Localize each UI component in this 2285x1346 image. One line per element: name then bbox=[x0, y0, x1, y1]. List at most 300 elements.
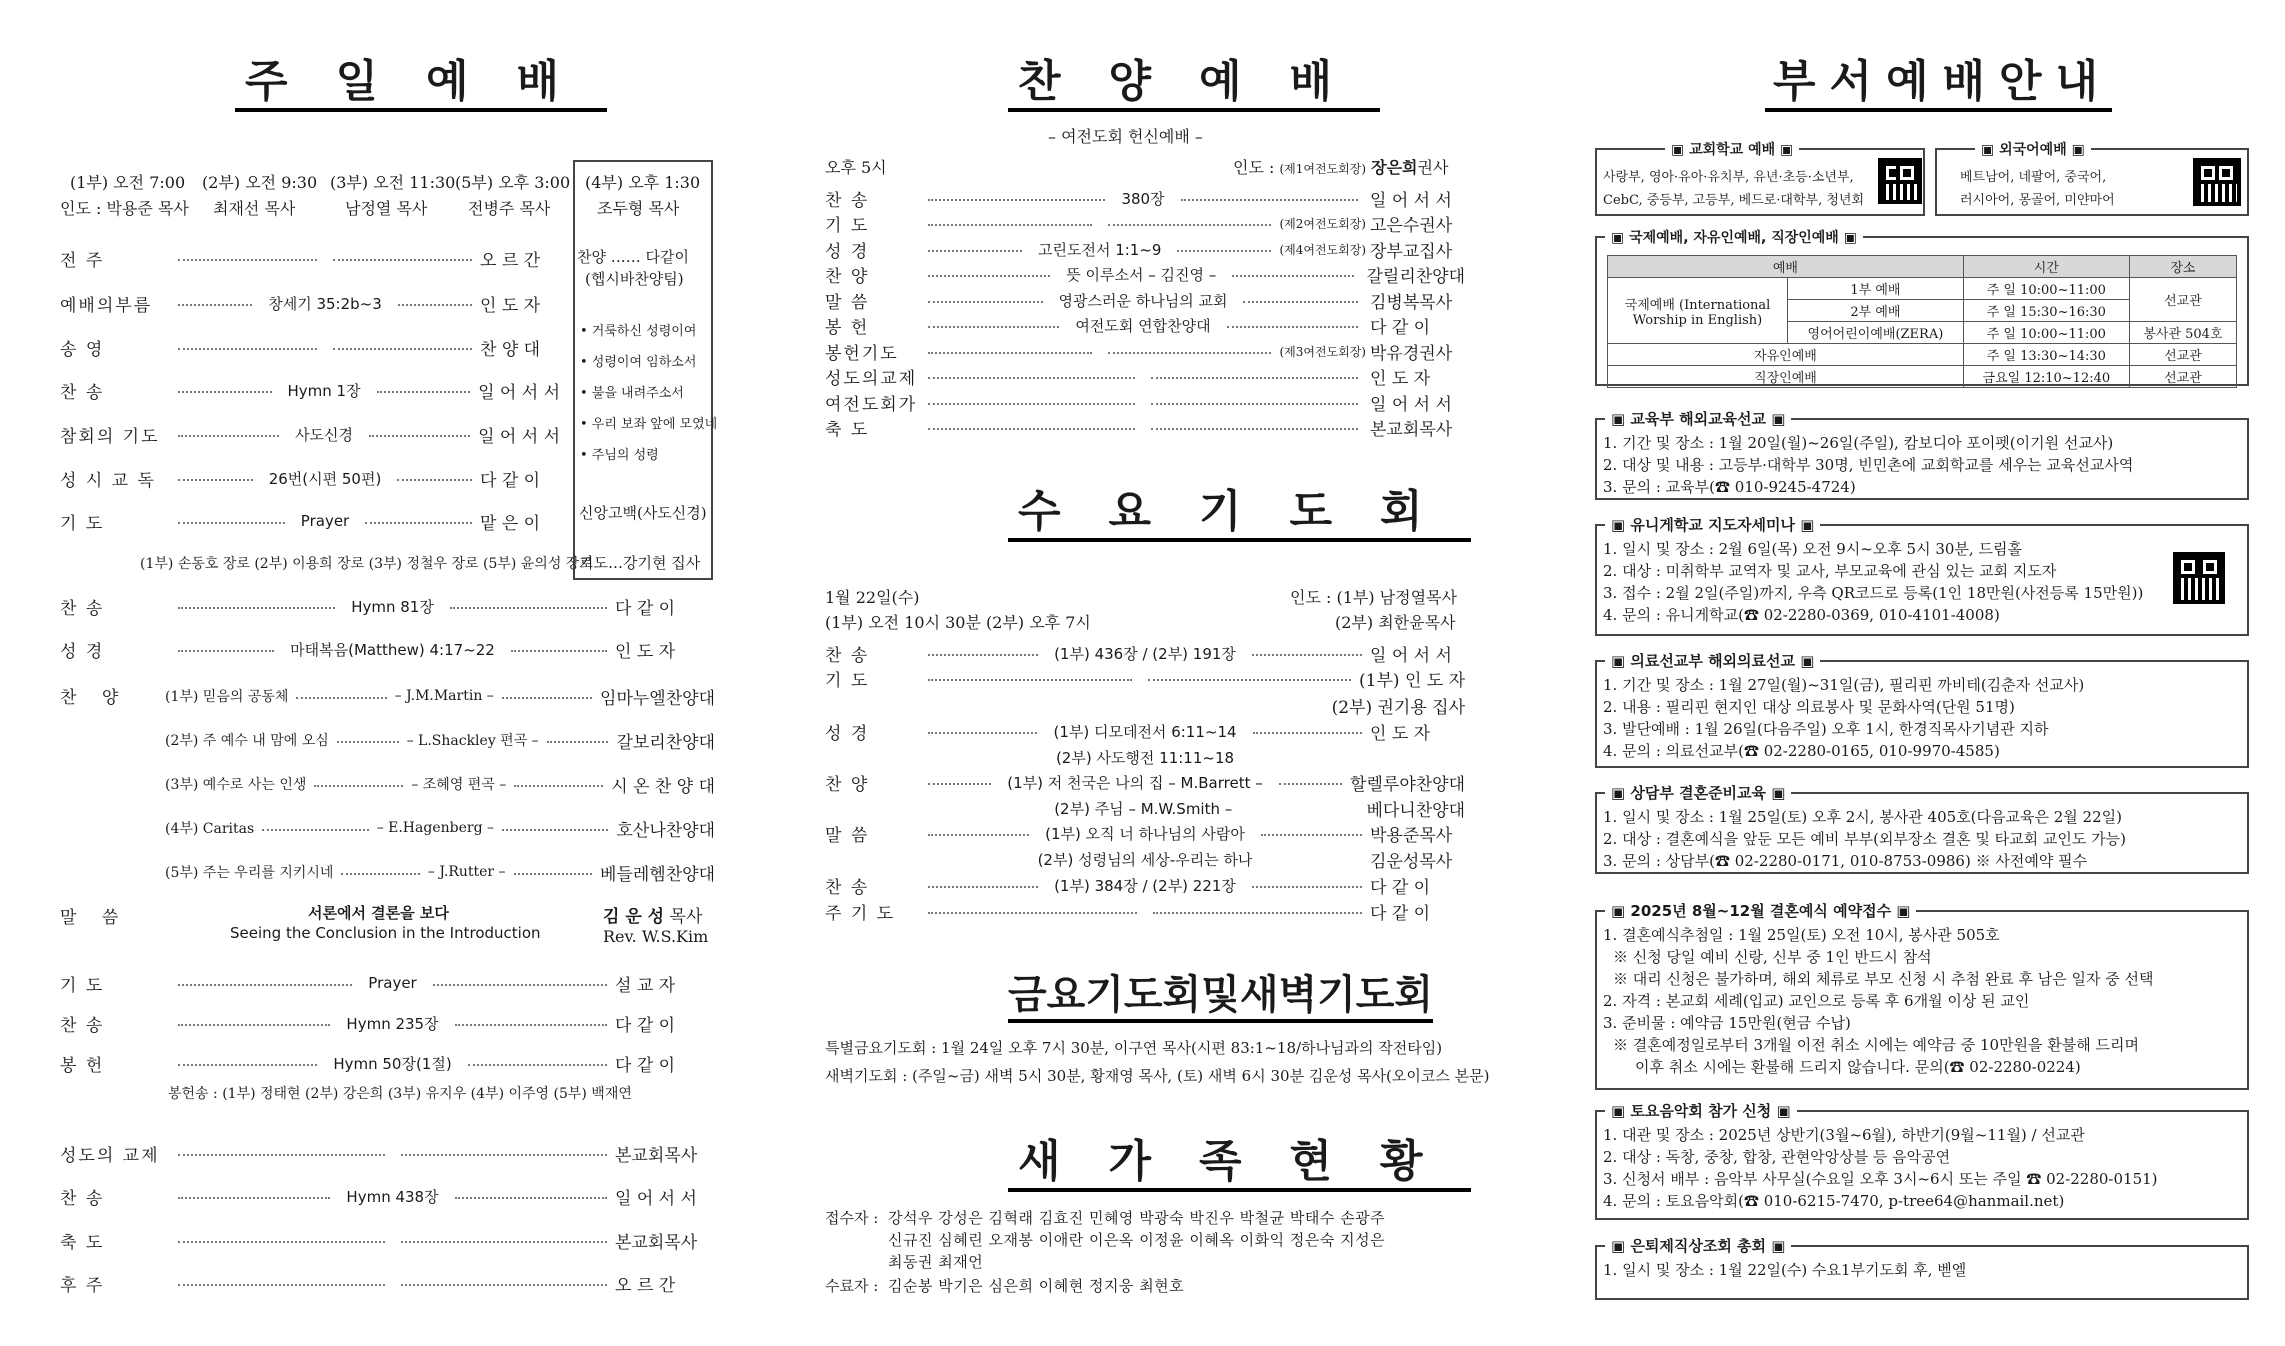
leader-dots bbox=[928, 654, 1038, 656]
leader-dots bbox=[178, 984, 352, 986]
row-content: 창세기 35:2b~3 bbox=[260, 293, 390, 314]
row-content: 26번(시편 50편) bbox=[261, 468, 390, 489]
anthem-row bbox=[165, 727, 715, 753]
leader-dots bbox=[178, 348, 317, 350]
order-row bbox=[825, 640, 1465, 666]
row-content: (1부) 오직 너 하나님의 사람아 bbox=[1037, 823, 1253, 844]
leader-dots bbox=[928, 912, 1137, 914]
anthem-title: (4부) Caritas bbox=[165, 821, 255, 837]
order-row bbox=[825, 312, 1465, 338]
anthem-composer: – J.M.Martin – bbox=[394, 688, 494, 704]
anthem-choir: 갈보리찬양대 bbox=[616, 732, 715, 753]
row-content: (1부) 디모데전서 6:11~14 bbox=[1045, 721, 1244, 742]
row-label: 찬 양 bbox=[825, 266, 870, 287]
foreign-head: ▣ 외국어예배 ▣ bbox=[1975, 139, 2091, 159]
anthem-row bbox=[165, 771, 715, 797]
leader-dots bbox=[928, 377, 1135, 379]
leader-dots bbox=[397, 479, 472, 481]
anthem-title: (5부) 주는 우리를 지키시네 bbox=[165, 865, 334, 881]
leader-dots bbox=[1108, 352, 1272, 354]
leader-note: (제1여전도회장) bbox=[1279, 162, 1367, 176]
row-content: 사도신경 bbox=[287, 424, 361, 445]
anthem-choir: 호산나찬양대 bbox=[616, 820, 716, 841]
leader-dots bbox=[928, 326, 1059, 328]
anthem-row bbox=[165, 815, 715, 841]
row-label: 예배의부름 bbox=[60, 295, 153, 316]
leader-dots bbox=[514, 785, 603, 787]
leader-dots bbox=[1151, 428, 1358, 430]
order-row bbox=[60, 1140, 715, 1166]
leader-dots bbox=[511, 650, 607, 652]
row-label: 후 주 bbox=[60, 1275, 105, 1296]
praise-song: • 우리 보좌 앞에 모였네 bbox=[580, 417, 718, 432]
leader-dots bbox=[337, 741, 399, 743]
notice-head: ▣ 교육부 해외교육선교 ▣ bbox=[1605, 408, 1791, 429]
row-label: 성 경 bbox=[60, 641, 105, 662]
notice-head: ▣ 토요음악회 참가 신청 ▣ bbox=[1605, 1100, 1797, 1121]
leader-dots bbox=[1227, 326, 1358, 328]
service-2-time: (2부) 오전 9:30 bbox=[202, 173, 318, 192]
leader-dots bbox=[178, 1024, 330, 1026]
row-label: 말 씀 bbox=[825, 292, 870, 313]
leader-dots bbox=[928, 301, 1043, 303]
table-cell: 봉사관 504호 bbox=[2129, 322, 2236, 344]
row-content: Hymn 1장 bbox=[280, 380, 369, 401]
row-content: Hymn 235장 bbox=[338, 1013, 446, 1034]
notice-line: 1. 일시 및 장소 : 1월 22일(수) 수요1부기도회 후, 벧엘 bbox=[1603, 1261, 1967, 1279]
anthem-choir: 베들레헴찬양대 bbox=[600, 864, 715, 885]
department-title: 부서예배안내 bbox=[1765, 60, 2112, 112]
anthem-label: 찬 양 bbox=[60, 688, 129, 708]
department-column bbox=[1595, 0, 2250, 1346]
order-row bbox=[825, 236, 1465, 262]
row-role: 다 같 이 bbox=[1370, 877, 1431, 898]
education-head: ▣ 교회학교 예배 ▣ bbox=[1665, 139, 1799, 159]
leader-dots bbox=[178, 1284, 385, 1286]
leader-dots bbox=[514, 873, 592, 875]
notice-line: ※ 신청 당일 예비 신랑, 신부 중 1인 반드시 참석 bbox=[1613, 948, 1932, 966]
service-4-creed: 신앙고백(사도신경) bbox=[579, 504, 707, 522]
table-header: 장소 bbox=[2129, 256, 2236, 278]
leader-dots bbox=[1261, 834, 1362, 836]
leader-dots bbox=[502, 829, 608, 831]
order-row bbox=[60, 421, 560, 447]
row-label: 성 경 bbox=[825, 241, 870, 262]
leader-dots bbox=[341, 873, 419, 875]
order-row bbox=[60, 508, 560, 534]
row-note: (제2여전도회장) bbox=[1279, 216, 1366, 231]
row-label: 봉헌기도 bbox=[825, 343, 899, 364]
sermon-preacher-role: 목사 bbox=[669, 907, 703, 927]
leader-name: 장은희 bbox=[1371, 158, 1418, 177]
table-cell: 선교관 bbox=[2129, 366, 2236, 388]
leader-dots bbox=[314, 785, 403, 787]
leader-dots bbox=[1148, 679, 1352, 681]
order-row bbox=[825, 287, 1465, 313]
order-row bbox=[825, 338, 1465, 364]
order-row bbox=[825, 820, 1465, 846]
sermon-label: 말 씀 bbox=[60, 908, 129, 928]
leader-dots bbox=[178, 1241, 385, 1243]
order-row bbox=[60, 465, 560, 491]
leader-dots bbox=[928, 250, 1022, 252]
anthem-composer: – J.Rutter – bbox=[427, 864, 506, 880]
notice-line: 1. 일시 및 장소 : 2월 6일(목) 오전 9시~오후 5시 30분, 드림홀 bbox=[1603, 540, 2022, 558]
order-row bbox=[60, 1183, 715, 1209]
anthem-composer: – 조혜영 편곡 – bbox=[411, 777, 507, 793]
anthem-title: (1부) 믿음의 공동체 bbox=[165, 689, 289, 705]
row-content: 뜻 이루소서 – 김진영 – bbox=[1058, 264, 1224, 285]
row-content: Prayer bbox=[293, 512, 357, 530]
leader-dots bbox=[178, 607, 335, 609]
leader-dots bbox=[178, 259, 317, 261]
row-label: 말 씀 bbox=[825, 825, 870, 846]
order-row bbox=[825, 363, 1465, 389]
anthem-choir: 시 온 찬 양 대 bbox=[611, 776, 715, 797]
service-4-praise: 찬양 …… 다같이 bbox=[577, 248, 689, 266]
education-line: CebC, 중등부, 고등부, 베드로·대학부, 청년회 bbox=[1603, 193, 1865, 208]
table-cell: 주 일 15:30~16:30 bbox=[1963, 300, 2129, 322]
row-label: 축 도 bbox=[825, 419, 870, 440]
notice-line: 4. 문의 : 의료선교부(☎ 02-2280-0165, 010-9970-4585) bbox=[1603, 742, 2000, 760]
education-line: 사랑부, 영아·유아·유치부, 유년·초등·소년부, bbox=[1603, 170, 1854, 185]
service-4-leader: 조두형 목사 bbox=[597, 199, 680, 218]
wednesday-leader-2: (2부) 최한윤목사 bbox=[1335, 613, 1456, 632]
leader-dots bbox=[178, 391, 272, 393]
leader-dots bbox=[365, 522, 472, 524]
anthem-composer: – E.Hagenberg – bbox=[376, 820, 494, 836]
notice-line: 4. 문의 : 유니게학교(☎ 02-2280-0369, 010-4101-4008) bbox=[1603, 606, 2000, 624]
order-row bbox=[60, 1050, 715, 1076]
leader-dots bbox=[178, 522, 285, 524]
row-label: 찬 양 bbox=[825, 774, 870, 795]
row-role: 베다니찬양대 bbox=[1366, 800, 1465, 821]
sunday-worship-column bbox=[55, 0, 735, 1346]
row-role: 김병복목사 bbox=[1370, 292, 1453, 313]
row-label: 찬 송 bbox=[60, 382, 105, 403]
leader-dots bbox=[1181, 199, 1358, 201]
praise-worship-title: 찬양예배 bbox=[1008, 60, 1380, 112]
row-label: 찬 송 bbox=[825, 877, 870, 898]
table-cell: 주 일 10:00~11:00 bbox=[1963, 322, 2129, 344]
leader-dots bbox=[401, 1241, 608, 1243]
row-role: (1부) 인 도 자 bbox=[1359, 670, 1466, 691]
leader-dots bbox=[1177, 250, 1271, 252]
order-row bbox=[60, 334, 560, 360]
leader-dots bbox=[178, 435, 279, 437]
row-label: 성 경 bbox=[825, 723, 870, 744]
praise-song: • 성령이여 임하소서 bbox=[580, 355, 697, 370]
order-row bbox=[60, 377, 560, 403]
row-role: 다 같 이 bbox=[1370, 903, 1431, 924]
row-role: 다 같 이 bbox=[615, 1055, 676, 1076]
leader-role: 권사 bbox=[1417, 158, 1449, 177]
leader-dots bbox=[928, 224, 1092, 226]
service-1-leader: 인도 : 박용준 목사 bbox=[60, 199, 189, 218]
table-cell: 선교관 bbox=[2129, 344, 2236, 366]
row-content: (1부) 384장 / (2부) 221장 bbox=[1046, 875, 1244, 896]
row-label: 찬 송 bbox=[60, 598, 105, 619]
service-3-time: (3부) 오전 11:30 bbox=[330, 173, 456, 192]
row-role: 김운성목사 bbox=[1370, 851, 1453, 872]
leader-dots bbox=[928, 352, 1092, 354]
wednesday-time: (1부) 오전 10시 30분 (2부) 오후 7시 bbox=[825, 613, 1091, 632]
anthem-title: (3부) 예수로 사는 인생 bbox=[165, 777, 307, 793]
row-role: 본교회목사 bbox=[1370, 419, 1453, 440]
row-role: 일 어 서 서 bbox=[1370, 190, 1452, 211]
row-label: 전 주 bbox=[60, 250, 105, 271]
leader-dots bbox=[1108, 224, 1272, 226]
notice-line: 3. 접수 : 2월 2일(주일)까지, 우측 QR코드로 등록(1인 18만원(사전등록 15만원)) bbox=[1603, 584, 2144, 602]
row-role: 인 도 자 bbox=[480, 295, 541, 316]
row-role: 설 교 자 bbox=[615, 975, 676, 996]
leader-dots bbox=[1252, 654, 1362, 656]
leader-prefix: 인도 : bbox=[1233, 158, 1280, 177]
friday-prayer-info: 특별금요기도회 : 1월 24일 오후 7시 30분, 이구연 목사(시편 83:1~18/하나님과의 작전타임) bbox=[825, 1039, 1443, 1057]
row-role: 인 도 자 bbox=[1370, 368, 1431, 389]
row-label: 기 도 bbox=[60, 975, 105, 996]
leader-dots bbox=[928, 199, 1105, 201]
order-row bbox=[825, 185, 1465, 211]
leader-dots bbox=[333, 348, 472, 350]
row-role: 일 어 서 서 bbox=[615, 1188, 697, 1209]
row-content: (1부) 저 천국은 나의 집 – M.Barrett – bbox=[999, 772, 1270, 793]
order-row bbox=[825, 795, 1465, 821]
registrant-list: 최동권 최재언 bbox=[888, 1253, 984, 1271]
registrant-list: 신규진 심혜린 오재봉 이애란 이은옥 이정윤 이혜옥 이화익 정은숙 지성은 bbox=[888, 1231, 1386, 1249]
intl-head: ▣ 국제예배, 자유인예배, 직장인예배 ▣ bbox=[1605, 227, 1863, 247]
leader-dots bbox=[1243, 301, 1358, 303]
registrant-label: 접수자 : bbox=[825, 1209, 879, 1227]
notice-line: 1. 기간 및 장소 : 1월 20일(월)~26일(주일), 캄보디아 포이펫(이기원 선교사) bbox=[1603, 434, 2114, 452]
leader-dots bbox=[1232, 275, 1354, 277]
leader-dots bbox=[928, 834, 1029, 836]
table-cell: 국제예배 (International Worship in English) bbox=[1608, 278, 1788, 344]
foreign-qr-code[interactable] bbox=[2193, 158, 2241, 206]
row-content: (1부) 436장 / (2부) 191장 bbox=[1046, 643, 1244, 664]
row-role: 다 같 이 bbox=[480, 470, 541, 491]
row-label: 축 도 bbox=[60, 1232, 105, 1253]
notice-line: 3. 발단예배 : 1월 26일(다음주일) 오후 1시, 한경직목사기념관 지하 bbox=[1603, 720, 2049, 738]
row-label: 참회의 기도 bbox=[60, 426, 160, 447]
row-label: 기 도 bbox=[60, 513, 105, 534]
row-label: 성 시 교 독 bbox=[60, 470, 156, 491]
row-content: (2부) 주님 – M.W.Smith – bbox=[1046, 798, 1240, 819]
leader-dots bbox=[1252, 886, 1362, 888]
service-4-prayer: 기도…강기현 집사 bbox=[579, 554, 701, 572]
leader-dots bbox=[1279, 783, 1342, 785]
table-cell: 자유인예배 bbox=[1608, 344, 1964, 366]
row-content: 고린도전서 1:1~9 bbox=[1030, 239, 1169, 260]
order-row bbox=[825, 414, 1465, 440]
leader-dots bbox=[433, 984, 607, 986]
row-role: 다 같 이 bbox=[615, 598, 676, 619]
leader-dots bbox=[928, 783, 991, 785]
registrant-list: 강석우 강성은 김혁래 김효진 민혜영 박광숙 박진우 박철균 박태수 손광주 bbox=[888, 1209, 1386, 1227]
table-header: 예배 bbox=[1608, 256, 1964, 278]
service-4-time: (4부) 오후 1:30 bbox=[585, 173, 701, 192]
leader-dots bbox=[398, 304, 472, 306]
sunday-worship-title: 주일예배 bbox=[235, 60, 607, 112]
table-cell: 1부 예배 bbox=[1788, 278, 1964, 300]
row-role: 일 어 서 서 bbox=[478, 382, 561, 403]
row-role: (2부) 권기용 집사 bbox=[1331, 697, 1466, 718]
notice-line: 2. 자격 : 본교회 세례(입교) 교인으로 등록 후 6개월 이상 된 교인 bbox=[1603, 992, 2030, 1010]
notice-line: 4. 문의 : 토요음악회(☎ 010-6215-7470, p-tree64@hanmail.net) bbox=[1603, 1192, 2065, 1210]
row-content: Hymn 438장 bbox=[338, 1186, 446, 1207]
sermon-preacher-eng: Rev. W.S.Kim bbox=[603, 927, 709, 946]
order-row bbox=[60, 1227, 715, 1253]
praise-song: • 불을 내려주소서 bbox=[580, 386, 684, 401]
leader-dots bbox=[178, 1154, 385, 1156]
row-role: 인 도 자 bbox=[615, 641, 676, 662]
leader-dots bbox=[1153, 912, 1362, 914]
intl-table bbox=[1607, 255, 2237, 388]
leader-dots bbox=[928, 403, 1135, 405]
evening-worship-column bbox=[825, 0, 1490, 1346]
leader-dots bbox=[928, 428, 1135, 430]
sermon-subtitle: Seeing the Conclusion in the Introduction bbox=[230, 924, 541, 942]
new-family-title: 새가족현황 bbox=[1008, 1140, 1471, 1192]
notice-head: ▣ 의료선교부 해외의료선교 ▣ bbox=[1605, 650, 1820, 671]
row-role: 갈릴리찬양대 bbox=[1366, 266, 1466, 287]
wednesday-date: 1월 22일(수) bbox=[825, 588, 920, 607]
row-label: 봉 헌 bbox=[60, 1055, 105, 1076]
row-role: 일 어 서 서 bbox=[478, 426, 560, 447]
leader-dots bbox=[502, 697, 592, 699]
order-row bbox=[825, 718, 1465, 744]
offering-note: 봉헌송 : (1부) 정태현 (2부) 강은희 (3부) 유지우 (4부) 이주영 (5부) 백재연 bbox=[168, 1086, 632, 1102]
leader-dots bbox=[468, 1064, 607, 1066]
leader-dots bbox=[296, 697, 386, 699]
row-label: 주 기 도 bbox=[825, 903, 896, 924]
order-row bbox=[825, 898, 1465, 924]
row-label: 봉 헌 bbox=[825, 317, 870, 338]
graduate-list: 김순봉 박기은 심은희 이혜현 정지웅 최현호 bbox=[888, 1277, 1185, 1295]
row-content: 마태복음(Matthew) 4:17~22 bbox=[282, 639, 503, 660]
table-cell: 주 일 13:30~14:30 bbox=[1963, 344, 2129, 366]
order-row bbox=[825, 389, 1465, 415]
notice-line: 2. 내용 : 필리핀 현지인 대상 의료봉사 및 문화사역(단원 51명) bbox=[1603, 698, 2015, 716]
notice-head: ▣ 2025년 8월~12월 결혼예식 예약접수 ▣ bbox=[1605, 900, 1916, 921]
row-content: (2부) 성령님의 세상-우리는 하나 bbox=[1030, 849, 1261, 870]
leader-dots bbox=[178, 479, 253, 481]
table-cell: 2부 예배 bbox=[1788, 300, 1964, 322]
order-row bbox=[60, 1010, 715, 1036]
row-content: 380장 bbox=[1113, 188, 1172, 209]
friday-dawn-title: 금요기도회및새벽기도회 bbox=[1008, 975, 1433, 1023]
notice-head: ▣ 상담부 결혼준비교육 ▣ bbox=[1605, 782, 1791, 803]
notice-line: 3. 준비물 : 예약금 15만원(현금 수납) bbox=[1603, 1014, 1851, 1032]
leader-dots bbox=[547, 741, 609, 743]
sermon-preacher: 김 운 성 bbox=[603, 907, 665, 927]
notice-line: 3. 신청서 배부 : 음악부 사무실(수요일 오후 3시~6시 또는 주일 ☎ 02-2280-0151) bbox=[1603, 1170, 2158, 1188]
row-content: (2부) 사도행전 11:11~18 bbox=[1048, 747, 1242, 768]
row-content: Prayer bbox=[360, 974, 424, 992]
table-cell: 선교관 bbox=[2129, 278, 2236, 322]
notice-head: ▣ 유니게학교 지도자세미나 ▣ bbox=[1605, 514, 1820, 535]
anthem-choir: 임마누엘찬양대 bbox=[600, 688, 715, 709]
order-row bbox=[825, 261, 1465, 287]
anthem-title: (2부) 주 예수 내 맘에 오심 bbox=[165, 733, 329, 749]
prayer-note: (1부) 손동호 장로 (2부) 이용희 장로 (3부) 정철우 장로 (5부) 윤의성 장로 bbox=[140, 556, 593, 572]
notice-line: 3. 문의 : 교육부(☎ 010-9245-4724) bbox=[1603, 478, 1856, 496]
row-role: 할렐루야찬양대 bbox=[1350, 774, 1466, 795]
leader-dots bbox=[455, 1197, 607, 1199]
education-qr-code[interactable] bbox=[1878, 158, 1922, 204]
row-role: 장부교집사 bbox=[1370, 241, 1453, 262]
row-content: 영광스러운 하나님의 교회 bbox=[1051, 290, 1236, 311]
notice-line: 3. 문의 : 상담부(☎ 02-2280-0171, 010-8753-0986) ※ 사전예약 필수 bbox=[1603, 852, 2088, 870]
row-label: 찬 송 bbox=[60, 1015, 105, 1036]
row-content: Hymn 81장 bbox=[343, 596, 442, 617]
leader-dots bbox=[928, 275, 1050, 277]
leader-dots bbox=[178, 1197, 330, 1199]
row-content: Hymn 50장(1절) bbox=[325, 1053, 459, 1074]
row-label: 여전도회가 bbox=[825, 394, 918, 415]
row-role: 박용준목사 bbox=[1370, 825, 1453, 846]
notice-line: 2. 대상 : 결혼예식을 앞둔 모든 예비 부부(외부장소 결혼 및 타교회 교인도 가능) bbox=[1603, 830, 2126, 848]
service-4-praise-team: (헵시바찬양팀) bbox=[585, 270, 684, 288]
wednesday-leader-1: 인도 : (1부) 남정열목사 bbox=[1290, 588, 1457, 607]
order-row bbox=[825, 744, 1465, 770]
table-cell: 영어어린이예배(ZERA) bbox=[1788, 322, 1964, 344]
order-row bbox=[825, 872, 1465, 898]
praise-worship-time: 오후 5시 bbox=[825, 158, 887, 177]
leader-dots bbox=[928, 732, 1037, 734]
praise-song: • 거룩하신 성령이여 bbox=[580, 324, 697, 339]
notice-head: ▣ 은퇴제직상조회 총회 ▣ bbox=[1605, 1235, 1791, 1256]
order-row bbox=[825, 846, 1465, 872]
praise-worship-subtitle: – 여전도회 헌신예배 – bbox=[1048, 127, 1203, 146]
table-header: 시간 bbox=[1963, 256, 2129, 278]
leader-dots bbox=[178, 1064, 317, 1066]
row-role: 인 도 자 bbox=[1370, 723, 1431, 744]
notice-line: 2. 대상 : 독창, 중창, 합창, 관현악앙상블 등 음악공연 bbox=[1603, 1148, 1951, 1166]
order-row bbox=[60, 1270, 715, 1296]
service-3-leader: 남정열 목사 bbox=[345, 199, 428, 218]
anthem-row bbox=[165, 683, 715, 709]
anthem-row bbox=[165, 859, 715, 885]
notice-line: 1. 결혼예식추첨일 : 1월 25일(토) 오전 10시, 봉사관 505호 bbox=[1603, 926, 2000, 944]
leader-dots bbox=[1253, 732, 1362, 734]
leader-dots bbox=[333, 259, 472, 261]
row-role: 다 같 이 bbox=[1370, 317, 1431, 338]
row-label: 송 영 bbox=[60, 339, 105, 360]
row-role: 박유경권사 bbox=[1370, 343, 1453, 364]
notice-line: 1. 일시 및 장소 : 1월 25일(토) 오후 2시, 봉사관 405호(다음교육은 2월 22일) bbox=[1603, 808, 2122, 826]
row-label: 기 도 bbox=[825, 215, 870, 236]
leader-dots bbox=[262, 829, 368, 831]
notice-line: ※ 결혼예정일로부터 3개월 이전 취소 시에는 예약금 중 10만원을 환불해 드리며 bbox=[1613, 1036, 2140, 1054]
table-cell: 금요일 12:10~12:40 bbox=[1963, 366, 2129, 388]
leader-dots bbox=[178, 650, 274, 652]
notice-line: 1. 기간 및 장소 : 1월 27일(월)~31일(금), 필리핀 까비테(김춘자 선교사) bbox=[1603, 676, 2085, 694]
order-row bbox=[60, 970, 715, 996]
order-row bbox=[825, 210, 1465, 236]
row-role: 다 같 이 bbox=[615, 1015, 676, 1036]
row-label: 찬 송 bbox=[825, 645, 870, 666]
row-role: 오 르 간 bbox=[480, 250, 541, 271]
leader-dots bbox=[1151, 403, 1358, 405]
row-note: (제3여전도회장) bbox=[1279, 344, 1366, 359]
graduate-label: 수료자 : bbox=[825, 1277, 879, 1295]
order-row bbox=[60, 245, 560, 271]
table-cell: 주 일 10:00~11:00 bbox=[1963, 278, 2129, 300]
foreign-line: 베트남어, 네팔어, 중국어, bbox=[1960, 170, 2107, 185]
row-role: 일 어 서 서 bbox=[1370, 645, 1452, 666]
anthem-composer: – L.Shackley 편곡 – bbox=[406, 733, 539, 749]
